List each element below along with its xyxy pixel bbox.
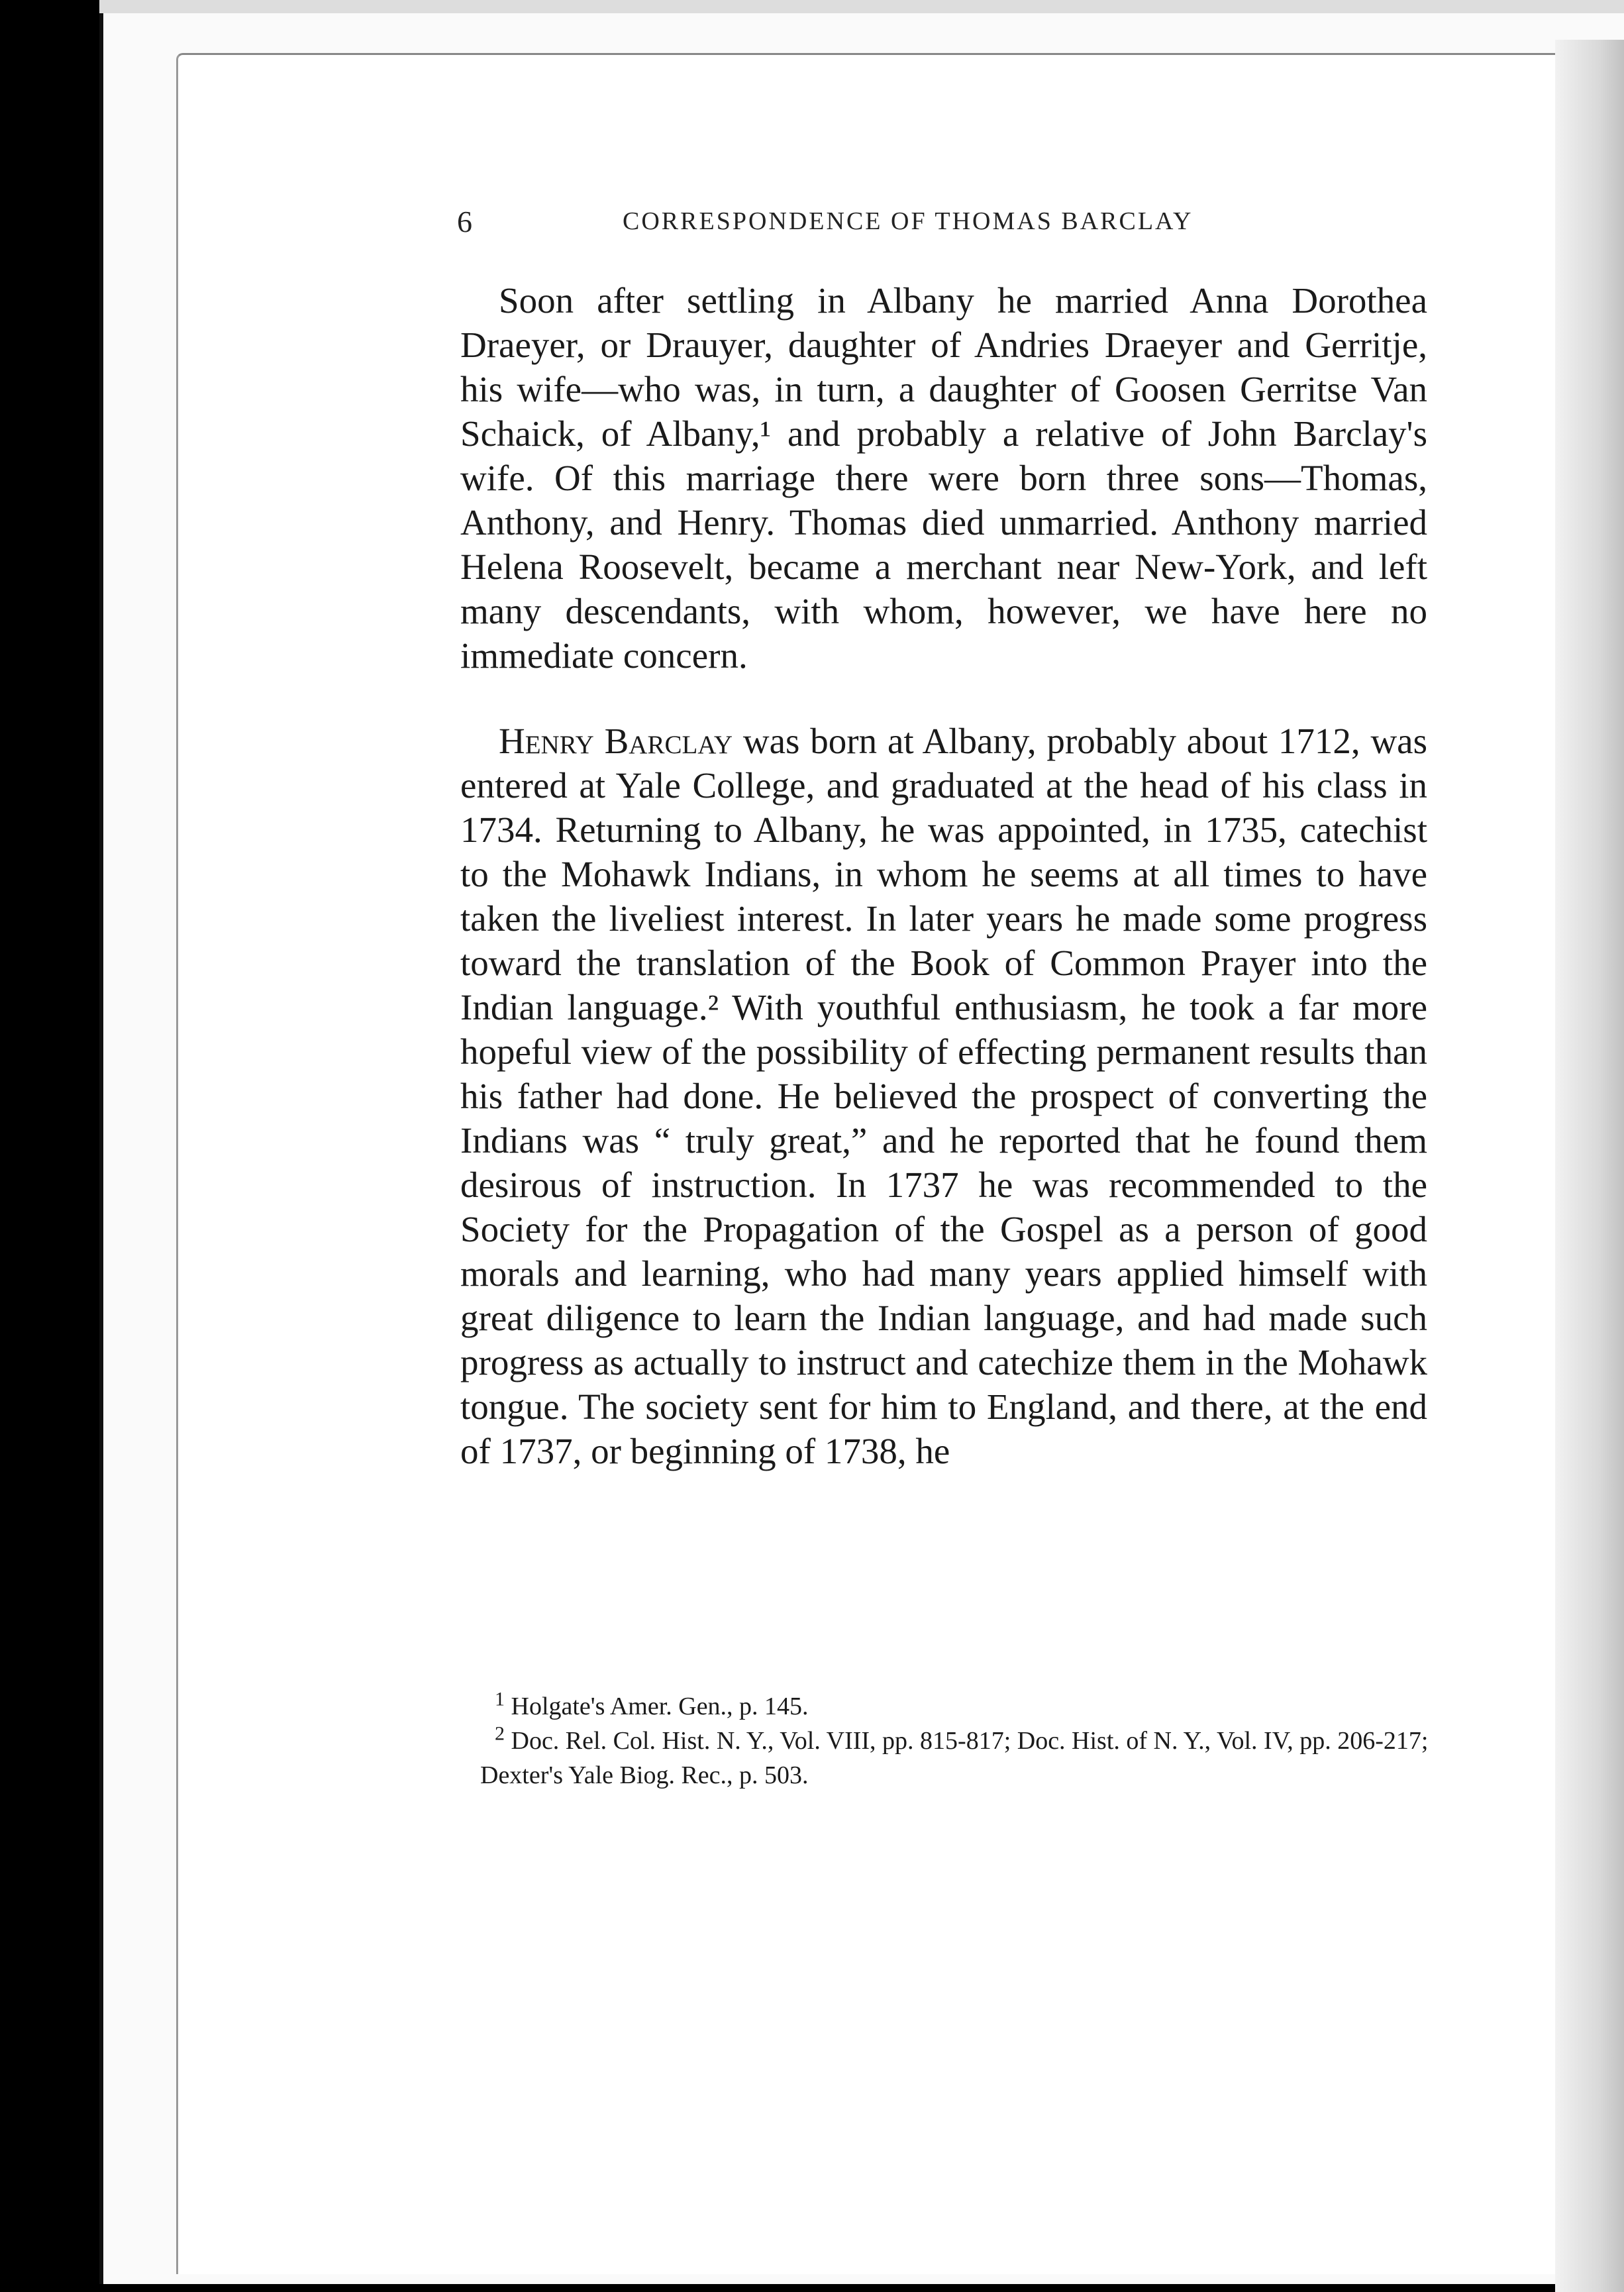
page-number: 6 xyxy=(457,205,474,238)
footnote-1-number: 1 xyxy=(495,1688,505,1710)
footnote-2-text: Doc. Rel. Col. Hist. N. Y., Vol. VIII, pp. 815-817; Doc. Hist. of N. Y., Vol. IV, pp. 206-217; Dexter's Yale Biog. Rec., p. 503. xyxy=(480,1727,1429,1789)
body-text xyxy=(460,278,1427,1473)
paragraph-2-text: was born at Albany, probably about 1712, was entered at Yale College, and graduated at the head of his class in 1734. Returning to Albany, he was appointed, in 1735, catechist to the Mohawk Indians, in whom he seems at all times to have taken the liveliest interest. In later years he made some progress toward the translation of the Book of Common Prayer into the Indian language.² With youthful enthusiasm, he took a far more hopeful view of the possibility of effecting permanent results than his father had done. He believed the prospect of converting the Indians was “ truly great,” and he reported that he found them desirous of instruction. In 1737 he was recommended to the Society for the Propagation of the Gospel as a person of good morals and learning, who had many years applied himself with great diligence to learn the Indian language, and had made such progress as actually to instruct and catechize them in the Mohawk tongue. The society sent for him to England, and there, at the end of 1737, or beginning of 1738, he xyxy=(460,721,1427,1471)
footnote-2 xyxy=(480,1724,1434,1793)
running-head-title: CORRESPONDENCE OF THOMAS BARCLAY xyxy=(623,207,1193,235)
footnote-1-text: Holgate's Amer. Gen., p. 145. xyxy=(511,1693,809,1720)
footnote-1 xyxy=(480,1689,1434,1724)
page-gutter-shadow xyxy=(1555,40,1624,2292)
paragraph-1: Soon after settling in Albany he married Anna Dorothea Draeyer, or Drauyer, daughter of Andries Draeyer and Gerritje, his wife—who was, in turn, a daughter of Goosen Gerritse Van Schaick, of Albany,¹ and probably a relative of John Barclay's wife. Of this marriage there were born three sons—Thomas, Anthony, and Henry. Thomas died unmarried. Anthony married Helena Roosevelt, became a merchant near New-York, and left many descendants, with whom, however, we have here no immediate concern. xyxy=(460,280,1427,676)
footnotes xyxy=(480,1689,1434,1793)
footnote-2-number: 2 xyxy=(495,1722,505,1745)
paragraph-2 xyxy=(460,719,1427,1473)
paragraph-2-lead: Henry Barclay xyxy=(499,721,733,761)
top-page-edge xyxy=(99,0,1624,15)
